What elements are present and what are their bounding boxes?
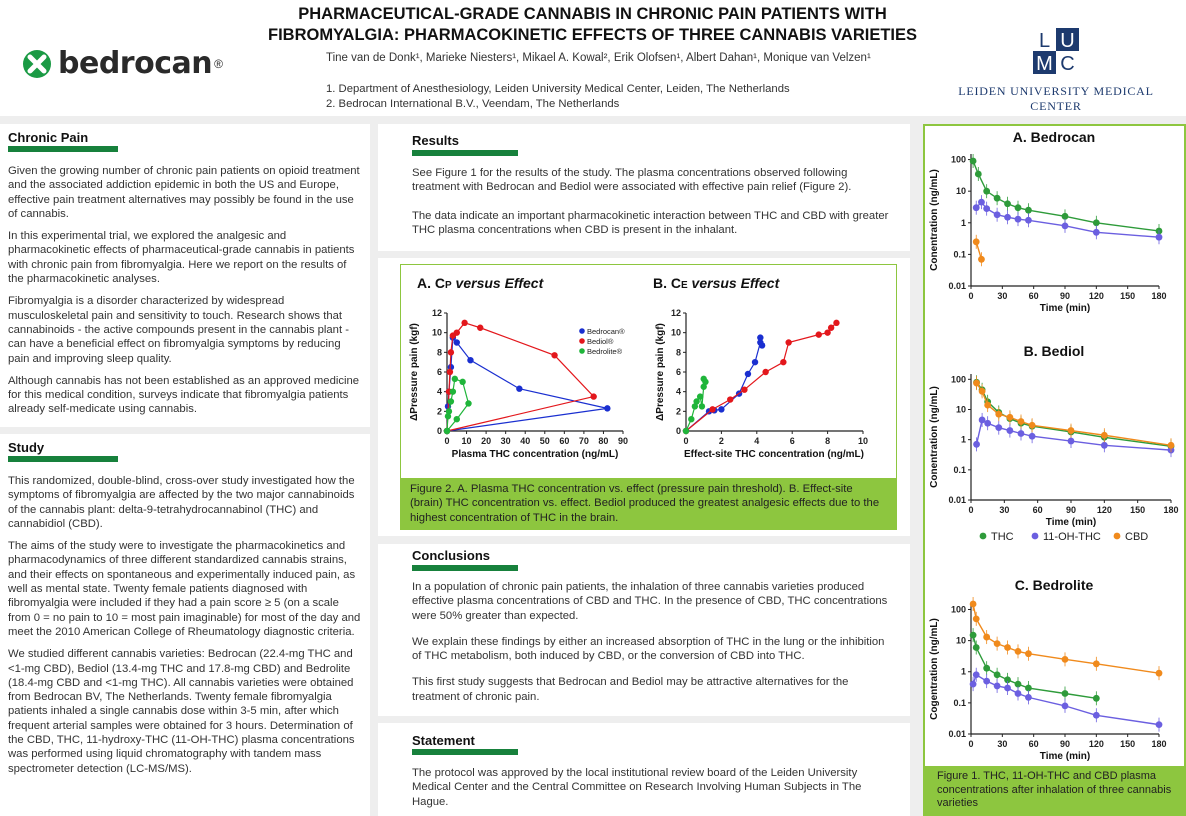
title-line-1: PHARMACEUTICAL-GRADE CANNABIS IN CHRONIC PAIN PATIENTS WITH [298, 5, 887, 23]
x-tick-label: 150 [1120, 739, 1136, 749]
x-tick-label: 0 [683, 436, 689, 446]
series-line [977, 383, 1171, 445]
x-tick-label: 70 [578, 436, 589, 446]
x-tick-label: 180 [1163, 505, 1179, 515]
data-point [984, 402, 991, 409]
data-point [1029, 422, 1036, 429]
paragraph: In a population of chronic pain patients, the inhalation of three cannabis varieties produced effective plasma concentrations of CBD and THC. In the presence of CBD, THC concentrations were 50% greater than expected. [412, 581, 888, 622]
y-axis-label: Conentration (ng/mL) [929, 169, 940, 271]
lumc-letter-u: U [1060, 30, 1075, 52]
affiliation-1: 1. Department of Anesthesiology, Leiden University Medical Center, Leiden, The Netherlands [326, 83, 790, 95]
series-line [973, 675, 1159, 725]
data-point [1156, 670, 1163, 677]
section-heading: Results [412, 133, 459, 148]
section-body [8, 474, 364, 784]
x-tick-label: 180 [1151, 291, 1167, 301]
paragraph: This first study suggests that Bedrocan and Bediol may be attractive alternatives for the treatment of chronic pain. [412, 676, 849, 703]
y-tick-label: 8 [436, 347, 442, 358]
x-tick-label: 0 [968, 505, 974, 515]
effect-legend [579, 327, 625, 356]
data-point [718, 406, 724, 412]
paragraph: Fibromyalgia is a disorder characterized by widespread musculoskeletal pain and sensitivity to touch. Research shows that cannabinoids - the active compounds present in the cannabis plant - can have a beneficial effect on fibromyalgia symptoms by reducing pain and improving sleep quality. [8, 295, 350, 365]
y-tick-label: 2 [436, 406, 442, 417]
legend-label: CBD [1125, 531, 1149, 543]
x-tick-label: 20 [481, 436, 492, 446]
data-point [970, 158, 977, 165]
series-line [973, 604, 1159, 673]
y-tick-label: 100 [950, 154, 966, 165]
data-point [973, 380, 980, 387]
x-tick-label: 60 [1028, 739, 1039, 749]
x-tick-label: 90 [1059, 739, 1071, 749]
x-tick-label: 10 [461, 436, 472, 446]
x-tick-label: 50 [539, 436, 550, 446]
data-point [1006, 414, 1013, 421]
x-tick-label: 180 [1151, 739, 1167, 749]
y-tick-label: 1 [960, 434, 966, 445]
data-point [983, 205, 990, 212]
chart-a-title: A. CP versus Effect [417, 275, 544, 291]
data-point [994, 671, 1001, 678]
paragraph: See Figure 1 for the results of the study. The plasma concentrations observed following treatment with Bedrocan and Bediol were associated with effective pain relief (Figure 2). [412, 167, 852, 194]
lumc-letter-c: C [1060, 53, 1075, 74]
paragraph: The aims of the study were to investigate the pharmacokinetics and pharmacodynamics of three different standardized cannabis strains, and their effects on spontaneous and experimentally induced pain, as well as mental state. Twenty female patients diagnosed with fibromyalgia were included if they had a pain score ≥ 5 (on a scale from 0 = no pain to 10 = most pain imaginable) for most of the day and meet the 2010 American College of Rheumatology diagnostic criteria. [8, 540, 361, 638]
data-point [459, 379, 465, 385]
chronic-pain-section [0, 124, 370, 427]
data-point [978, 199, 985, 206]
x-tick-label: 2 [718, 436, 724, 446]
y-axis-label: Cogentration (ng/mL) [929, 618, 940, 720]
x-tick-label: 30 [997, 739, 1008, 749]
figure-1-panel [923, 124, 1186, 816]
x-axis-label: Effect-site THC concentration (ng/mL) [683, 449, 865, 460]
data-point [1168, 442, 1175, 449]
y-tick-label: 10 [955, 186, 966, 197]
series-line [977, 420, 1171, 450]
figure-2-caption: Figure 2. A. Plasma THC concentration vs. effect (pressure pain threshold). B. Effect-site (brain) THC concentration vs. effect. Bediol produced the greatest analgesic effects due to the highest concentration of THC in the brain. [400, 478, 897, 530]
pk-chart-2 [929, 343, 1179, 528]
y-tick-label: 4 [675, 386, 681, 397]
pk-legend [980, 531, 1149, 543]
data-point [828, 325, 834, 331]
data-point [1062, 213, 1069, 220]
x-tick-label: 30 [500, 436, 511, 446]
x-tick-label: 60 [1032, 505, 1043, 515]
data-point [1025, 650, 1032, 657]
x-tick-label: 0 [968, 291, 974, 301]
poster-header [0, 0, 1186, 116]
y-axis-label: ΔPressure pain (kgf) [409, 323, 420, 421]
heading-underline [412, 749, 518, 755]
data-point [994, 683, 1001, 690]
x-tick-label: 120 [1088, 739, 1104, 749]
data-point [973, 204, 980, 211]
data-point [688, 416, 694, 422]
data-point [973, 615, 980, 622]
data-point [762, 369, 768, 375]
heading-underline [8, 456, 118, 462]
paragraph: This randomized, double-blind, cross-over study investigated how the symptoms of fibromyalgia are affected by the two major cannabinoids of the cannabis plant: delta-9-tetrahydrocannabinol (THC) and cannabidiol (CBD). [8, 475, 355, 530]
chart-b-title: B. CE versus Effect [653, 275, 780, 291]
legend-marker [1114, 533, 1121, 540]
data-point [450, 332, 456, 338]
data-point [1093, 219, 1100, 226]
data-point [1101, 432, 1108, 439]
legend-label: Bedrolite® [587, 347, 623, 356]
y-tick-label: 0.1 [953, 249, 966, 260]
data-point [1062, 222, 1069, 229]
legend-marker [579, 328, 585, 334]
data-point [1156, 234, 1163, 241]
data-point [780, 359, 786, 365]
series-line [973, 161, 1159, 231]
statement-section [378, 723, 910, 816]
y-tick-label: 10 [955, 404, 966, 415]
data-point [973, 238, 980, 245]
registered-mark: ® [214, 56, 223, 71]
x-tick-label: 150 [1130, 505, 1146, 515]
series-line [447, 323, 594, 431]
x-tick-label: 6 [789, 436, 795, 446]
section-body: The protocol was approved by the local institutional review board of the Leiden University Medical Center and the Central Committee on Research Involving Human Subjects in The Hague. [412, 767, 862, 808]
data-point [683, 428, 689, 434]
legend-marker [1032, 533, 1039, 540]
legend-label: THC [991, 531, 1014, 543]
figure-2-panel [378, 258, 910, 536]
y-axis-label: ΔPressure pain (kgf) [655, 323, 666, 421]
author-list: Tine van de Donk¹, Marieke Niesters¹, Mikael A. Kowal², Erik Olofsen¹, Albert Dahan¹, Monique van Velzen¹ [326, 52, 871, 64]
data-point [1156, 721, 1163, 728]
data-point [1015, 204, 1022, 211]
data-point [1025, 207, 1032, 214]
x-tick-label: 120 [1096, 505, 1112, 515]
x-tick-label: 0 [968, 739, 974, 749]
data-point [1004, 685, 1011, 692]
paragraph: Given the growing number of chronic pain patients on opioid treatment and the associated addiction epidemic in both the US and Europe, effective pain treatment alternatives may possibly be found in the use of cannabis. [8, 165, 360, 220]
x-tick-label: 0 [444, 436, 450, 446]
data-point [604, 405, 610, 411]
data-point [551, 352, 557, 358]
data-point [447, 369, 453, 375]
data-point [983, 678, 990, 685]
data-point [975, 171, 982, 178]
series-line [973, 635, 1096, 698]
y-tick-label: 0.1 [953, 697, 966, 708]
bedrocan-wordmark: bedrocan [58, 46, 213, 81]
data-point [465, 400, 471, 406]
y-tick-label: 1 [960, 217, 966, 228]
data-point [970, 632, 977, 639]
series-line [976, 202, 1159, 237]
legend-label: 11-OH-THC [1043, 531, 1101, 543]
results-section [378, 124, 910, 251]
data-point [983, 665, 990, 672]
y-tick-label: 100 [950, 374, 966, 385]
series-line [977, 382, 1171, 446]
affiliation-2: 2. Bedrocan International B.V., Veendam, The Netherlands [326, 98, 620, 110]
data-point [467, 357, 473, 363]
pk-chart-1 [929, 129, 1167, 314]
chart-a-plot [409, 308, 628, 460]
data-point [759, 342, 765, 348]
data-point [1025, 217, 1032, 224]
data-point [727, 396, 733, 402]
y-tick-label: 10 [431, 327, 442, 338]
x-tick-label: 4 [754, 436, 760, 446]
data-point [752, 359, 758, 365]
chart-b-plot [655, 308, 868, 460]
x-axis-label: Time (min) [1039, 303, 1091, 314]
heading-underline [8, 146, 118, 152]
data-point [995, 424, 1002, 431]
data-point [1004, 644, 1011, 651]
data-point [454, 416, 460, 422]
data-point [697, 393, 703, 399]
x-tick-label: 90 [1065, 505, 1077, 515]
pk-chart-3 [929, 577, 1167, 762]
chart-title: A. Bedrocan [1012, 129, 1096, 145]
y-tick-label: 0 [675, 426, 681, 436]
data-point [445, 413, 451, 419]
data-point [1015, 648, 1022, 655]
y-tick-label: 10 [670, 327, 681, 338]
data-point [590, 393, 596, 399]
data-point [448, 398, 454, 404]
data-point [973, 671, 980, 678]
data-point [978, 256, 985, 263]
y-tick-label: 0 [436, 426, 442, 436]
legend-marker [579, 338, 585, 344]
legend-marker [980, 533, 987, 540]
y-tick-label: 4 [436, 386, 442, 397]
x-tick-label: 60 [559, 436, 570, 446]
lumc-letter-m: M [1036, 53, 1053, 74]
data-point [1093, 660, 1100, 667]
y-tick-label: 1 [960, 666, 966, 677]
x-tick-label: 40 [520, 436, 531, 446]
data-point [833, 320, 839, 326]
paragraph: Although cannabis has not been established as an approved medicine for this medical condition, surveys indicate that fibromyalgia patients already self-medicate using cannabis. [8, 374, 360, 416]
data-point [477, 325, 483, 331]
data-point [1018, 418, 1025, 425]
section-body [412, 166, 892, 245]
figure-1-caption: Figure 1. THC, 11-OH-THC and CBD plasma concentrations after inhalation of three cannabis varieties [925, 766, 1184, 814]
bedrocan-logo [22, 46, 223, 81]
data-point [757, 334, 763, 340]
y-tick-label: 8 [675, 347, 681, 358]
data-point [1062, 656, 1069, 663]
x-tick-label: 10 [857, 436, 869, 446]
y-tick-label: 12 [431, 308, 442, 318]
data-point [1004, 214, 1011, 221]
x-tick-label: 80 [598, 436, 609, 446]
section-heading: Conclusions [412, 548, 491, 563]
y-tick-label: 0.01 [948, 495, 966, 505]
y-tick-label: 6 [675, 367, 681, 377]
x-tick-label: 60 [1028, 291, 1039, 301]
y-tick-label: 6 [436, 367, 442, 377]
data-point [973, 441, 980, 448]
data-point [1062, 690, 1069, 697]
data-point [994, 640, 1001, 647]
section-body [8, 164, 364, 425]
data-point [1101, 442, 1108, 449]
data-point [785, 339, 791, 345]
heading-underline [412, 150, 518, 156]
lumc-letters-icon [1033, 28, 1079, 74]
section-heading: Statement [412, 733, 475, 748]
data-point [1015, 216, 1022, 223]
paragraph: In this experimental trial, we explored the analgesic and pharmacokinetic effects of pharmaceutical-grade cannabis in patients with chronic pain from fibromyalgia. Here we report on the results of the pharmacokinetic analyses. [8, 230, 355, 286]
heading-underline [412, 565, 518, 571]
data-point [995, 411, 1002, 418]
data-point [1093, 695, 1100, 702]
x-axis-label: Time (min) [1045, 517, 1097, 528]
study-section [0, 434, 370, 816]
data-point [709, 406, 715, 412]
data-point [1018, 430, 1025, 437]
y-tick-label: 100 [950, 604, 966, 615]
x-tick-label: 90 [1059, 291, 1071, 301]
data-point [448, 349, 454, 355]
lumc-name: LEIDEN UNIVERSITY MEDICAL CENTER [958, 84, 1154, 113]
x-axis-label: Plasma THC concentration (ng/mL) [451, 449, 619, 460]
data-point [1025, 694, 1032, 701]
y-tick-label: 0.1 [953, 464, 966, 475]
title-line-2: FIBROMYALGIA: PHARMACOKINETIC EFFECTS OF THREE CANNABIS VARIETIES [267, 26, 918, 44]
data-point [1015, 690, 1022, 697]
data-point [450, 388, 456, 394]
poster-title [240, 4, 945, 46]
series-line [447, 379, 469, 431]
data-point [983, 634, 990, 641]
legend-label: Bediol® [587, 337, 614, 346]
y-tick-label: 0.01 [948, 729, 966, 739]
data-point [1004, 200, 1011, 207]
y-tick-label: 12 [670, 308, 681, 318]
data-point [973, 644, 980, 651]
x-tick-label: 30 [999, 505, 1010, 515]
data-point [979, 388, 986, 395]
paragraph: We explain these findings by either an increased absorption of THC in the lung or the inhibition of THC metabolism, both induced by CBD, or the conversion of CBD into THC. [412, 635, 885, 663]
conclusions-section [378, 544, 910, 716]
legend-label: Bedrocan® [587, 327, 625, 336]
data-point [1068, 438, 1075, 445]
lumc-letter-l: L [1038, 30, 1051, 52]
x-tick-label: 30 [997, 291, 1008, 301]
data-point [444, 428, 450, 434]
figure-2-charts [401, 265, 896, 479]
data-point [816, 331, 822, 337]
section-heading: Chronic Pain [8, 130, 89, 145]
data-point [970, 601, 977, 608]
data-point [994, 195, 1001, 202]
data-point [461, 320, 467, 326]
section-body [412, 580, 892, 712]
data-point [1093, 712, 1100, 719]
data-point [984, 420, 991, 427]
x-tick-label: 90 [617, 436, 629, 446]
data-point [516, 386, 522, 392]
data-point [1062, 702, 1069, 709]
y-tick-label: 0.01 [948, 281, 966, 291]
bedrocan-mark-icon [22, 49, 52, 79]
chart-title: C. Bedrolite [1014, 577, 1094, 593]
data-point [1093, 229, 1100, 236]
data-point [741, 387, 747, 393]
x-tick-label: 120 [1088, 291, 1104, 301]
data-point [1006, 427, 1013, 434]
data-point [983, 188, 990, 195]
y-axis-label: Conentration (ng/mL) [929, 386, 940, 488]
data-point [970, 681, 977, 688]
chart-title: B. Bediol [1023, 343, 1085, 359]
x-tick-label: 8 [825, 436, 831, 446]
y-tick-label: 10 [955, 635, 966, 646]
paragraph: The data indicate an important pharmacokinetic interaction between THC and CBD with greater THC plasma concentrations when CBD is present in the inhalant. [412, 209, 889, 236]
data-point [1068, 427, 1075, 434]
figure-1-charts [925, 126, 1184, 766]
data-point [702, 379, 708, 385]
legend-marker [579, 348, 585, 354]
data-point [452, 376, 458, 382]
affiliations [326, 82, 790, 112]
y-tick-label: 2 [675, 406, 681, 417]
paragraph: We studied different cannabis varieties: Bedrocan (22.4-mg THC and <1-mg CBD), Bediol (13.4-mg THC and 17.8-mg CBD) and Bedrolite (18.4-mg CBD and <1-mg THC). All cannabis varieties were obtained from Bedrocan BV, The Netherlands. Twenty female fibromyalgia patients inhaled a single cannabis dose within 3-5 min, after which frequent arterial samples were obtained for 3 hours. Determination of the CBD, THC, 11-hydroxy-THC (11-OH-THC) plasma concentrations was performed using liquid chromatography with tandem mass spectrometer detection (LC-MS/MS). [8, 648, 355, 775]
x-tick-label: 150 [1120, 291, 1136, 301]
x-axis-label: Time (min) [1039, 751, 1091, 762]
data-point [1029, 433, 1036, 440]
data-point [745, 371, 751, 377]
data-point [699, 403, 705, 409]
data-point [994, 211, 1001, 218]
section-heading: Study [8, 440, 45, 455]
